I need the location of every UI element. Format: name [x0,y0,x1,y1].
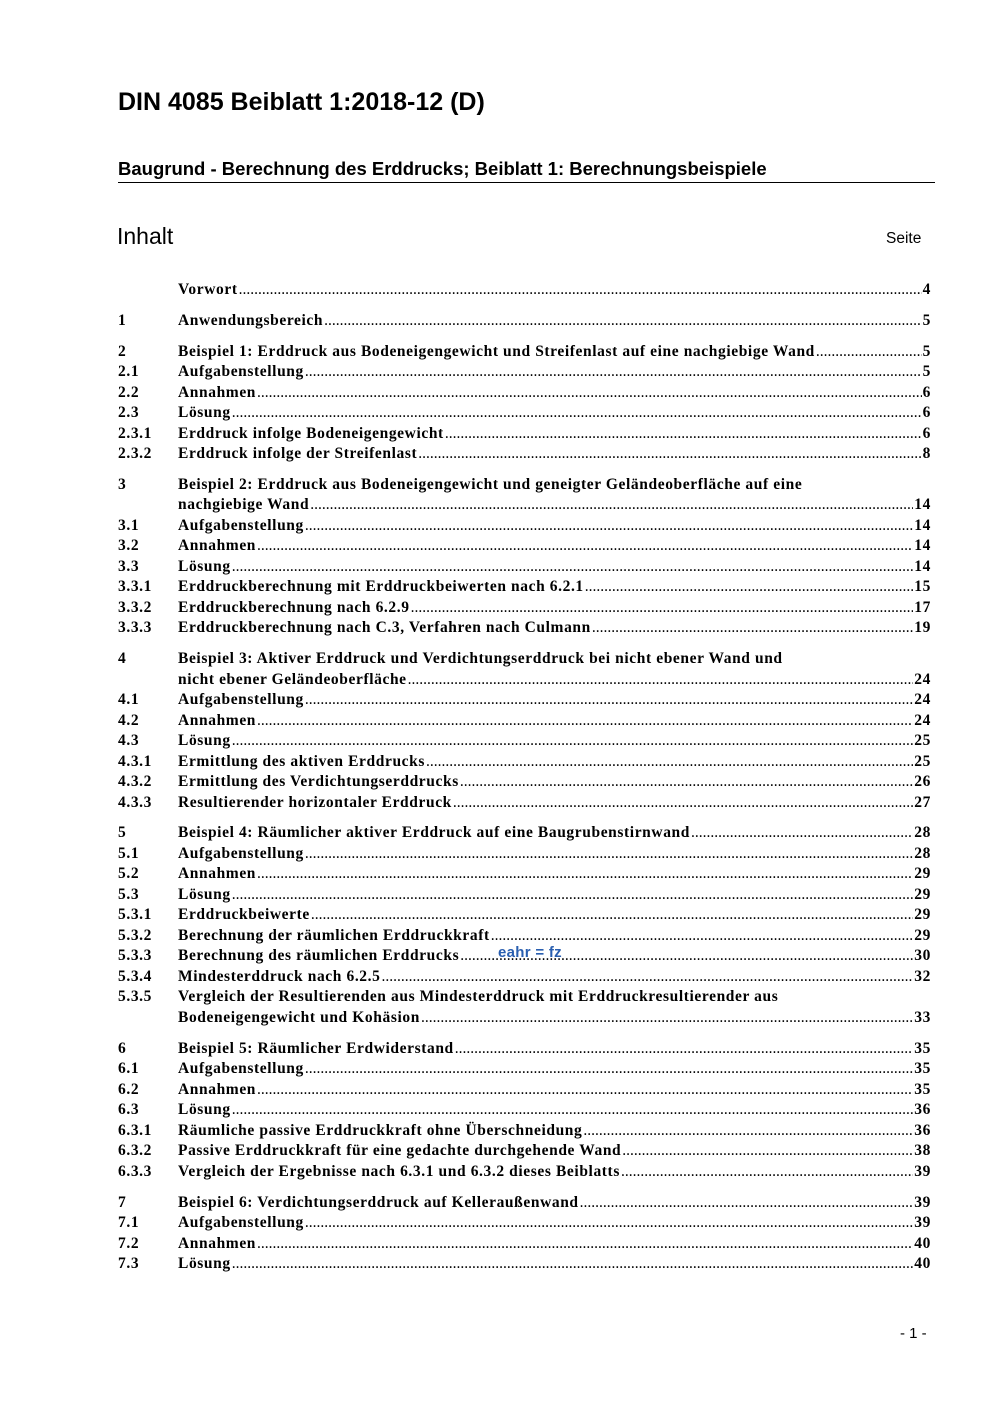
toc-entry-page: 29 [914,885,931,903]
toc-entry[interactable] [118,731,931,752]
toc-entry-title: Lösung [178,404,231,422]
dot-leader [816,342,922,363]
toc-entry-number: 7 [118,1193,127,1211]
dot-leader [426,752,913,773]
toc-entry-page: 36 [914,1101,931,1119]
toc-entry[interactable] [118,362,931,383]
toc-entry-page: 25 [914,752,931,770]
toc-entry-number: 2.1 [118,363,140,381]
toc-entry[interactable] [118,1059,931,1080]
toc-entry-number: 2.3 [118,404,140,422]
toc-entry[interactable] [118,905,931,926]
toc-entry-page: 29 [914,906,931,924]
toc-entry-number: 6.2 [118,1080,140,1098]
toc-entry-title: Vergleich der Resultierenden aus Mindesterddruck mit Erddruckresultierender aus [178,988,779,1006]
toc-entry-number [118,280,178,301]
toc-entry[interactable] [118,1039,931,1060]
dot-leader [310,495,913,516]
dot-leader [232,885,914,906]
toc-entry-number: 4.3 [118,732,140,750]
dot-leader [622,1141,913,1162]
dot-leader [453,793,913,814]
toc-entry-title: Resultierender horizontaler Erddruck [178,793,452,811]
toc-entry-page: 17 [914,598,931,616]
toc-entry-title: Aufgabenstellung [178,363,304,381]
toc-entry-title: Aufgabenstellung [178,1214,304,1232]
dot-leader [257,536,913,557]
dot-leader [583,1121,913,1142]
dot-leader [592,618,913,639]
toc-entry-number: 1 [118,311,127,329]
toc-entry[interactable] [118,823,931,844]
toc-entry-title: Berechnung des räumlichen Erddrucks [178,947,460,965]
toc-entry-number: 4.2 [118,711,140,729]
toc-entry-page: 8 [922,445,931,463]
toc-entry-title: Ermittlung des aktiven Erddrucks [178,752,425,770]
dot-leader [257,711,913,732]
toc-entry-title: Vergleich der Ergebnisse nach 6.3.1 und 6.3.2 dieses Beiblatts [178,1162,620,1180]
toc-entry-title: Beispiel 1: Erddruck aus Bodeneigengewicht und Streifenlast auf eine nachgiebige Wand [178,342,815,360]
toc-entry[interactable] [118,864,931,885]
toc-entry-title: Aufgabenstellung [178,516,304,534]
toc-entry-title: Lösung [178,885,231,903]
toc-entry-title: Aufgabenstellung [178,691,304,709]
toc-entry-number: 7.2 [118,1234,140,1252]
toc-entry-title: Ermittlung des Verdichtungserddrucks [178,773,459,791]
toc-entry-page: 14 [914,537,931,555]
dot-leader [305,690,913,711]
toc-entry[interactable] [118,987,931,1028]
dot-leader [257,864,913,885]
dot-leader [408,670,914,691]
toc-entry-title: Beispiel 3: Aktiver Erddruck und Verdichtungserddruck bei nicht ebener Wand und [178,650,783,668]
toc-entry-page: 39 [914,1162,931,1180]
toc-entry-title: Beispiel 2: Erddruck aus Bodeneigengewicht und geneigter Geländeoberfläche auf eine [178,475,803,493]
dot-leader [257,383,922,404]
toc-entry-page: 6 [922,424,931,442]
toc-entry[interactable] [118,618,931,639]
toc-entry-number: 5.3.3 [118,947,152,965]
toc-entry-number: 5.2 [118,865,140,883]
toc-entry-number: 4.1 [118,691,140,709]
toc-entry[interactable] [118,1141,931,1162]
toc-entry[interactable] [118,557,931,578]
toc-entry[interactable] [118,577,931,598]
toc-entry-page: 33 [914,1008,931,1026]
toc-entry-title: Vorwort [178,281,238,298]
toc-entry-number: 3.3.1 [118,578,152,596]
toc-entry-title: Erddruckbeiwerte [178,906,310,924]
toc-entry-number: 6 [118,1039,127,1057]
toc-entry-page: 40 [914,1255,931,1273]
toc-entry-page: 28 [914,824,931,842]
toc-entry[interactable] [118,1162,931,1183]
toc-entry[interactable] [118,1100,931,1121]
dot-leader [257,1080,913,1101]
toc-entry[interactable] [118,844,931,865]
toc-entry-title: Lösung [178,732,231,750]
toc-entry-title: Aufgabenstellung [178,844,304,862]
dot-leader [232,731,914,752]
toc-entry[interactable] [118,711,931,732]
toc-entry-title-continued: Bodeneigengewicht und Kohäsion [178,1008,420,1026]
toc-entry-title-continued: nachgiebige Wand [178,496,310,514]
toc-entry-title: Erddruckberechnung mit Erddruckbeiwerten nach 6.2.1 [178,578,584,596]
toc-entry-number: 3 [118,475,127,493]
toc-entry-page: 35 [914,1039,931,1057]
toc-entry[interactable] [118,1254,931,1275]
toc-entry[interactable] [118,1234,931,1255]
toc-entry-title: Annahmen [178,1080,257,1098]
toc-entry[interactable] [118,424,931,445]
dot-leader [232,557,914,578]
toc-entry[interactable] [118,967,931,988]
toc-entry-page: 14 [914,516,931,534]
toc-entry-page: 35 [914,1060,931,1078]
toc-entry-number: 6.3.2 [118,1142,152,1160]
toc-entry-title: Annahmen [178,711,257,729]
toc-entry-page: 25 [914,732,931,750]
toc-entry-page: 28 [914,844,931,862]
toc-entry-title: Lösung [178,557,231,575]
toc-entry-page: 6 [922,404,931,422]
toc-entry-page: 36 [914,1121,931,1139]
toc-entry-title: Erddruck infolge Bodeneigengewicht [178,424,444,442]
toc-entry-page: 14 [914,496,931,514]
dot-leader [621,1162,913,1183]
dot-leader [305,516,913,537]
toc-entry-page: 40 [914,1234,931,1252]
dot-leader [691,823,913,844]
dot-leader [305,1213,913,1234]
dot-leader [580,1193,914,1214]
toc-entry-page: 26 [914,773,931,791]
toc-entry-title-continued: nicht ebener Geländeoberfläche [178,670,407,688]
toc-entry-title: Anwendungsbereich [178,311,324,329]
dot-leader [305,362,922,383]
dot-leader [239,280,922,301]
toc-entry-title: Erddruckberechnung nach C.3, Verfahren nach Culmann [178,619,591,637]
toc-entry-number: 5.3.2 [118,926,152,944]
toc-entry-number: 5.3.1 [118,906,152,924]
toc-entry[interactable] [118,885,931,906]
toc-entry[interactable] [118,793,931,814]
document-subtitle: Baugrund - Berechnung des Erddrucks; Beiblatt 1: Berechnungsbeispiele [118,158,767,179]
toc-entry-number: 5.3 [118,885,140,903]
toc-entry-page: 38 [914,1142,931,1160]
toc-entry[interactable] [118,342,931,363]
dot-leader [232,1254,914,1275]
toc-entry-page: 39 [914,1193,931,1211]
toc-entry[interactable] [118,649,931,690]
toc-entry[interactable] [118,690,931,711]
dot-leader [455,1039,914,1060]
toc-entry[interactable] [118,475,931,516]
toc-entry[interactable] [118,444,931,465]
toc-entry-number: 3.3.3 [118,619,152,637]
dot-leader [305,844,913,865]
toc-entry-number: 6.3.3 [118,1162,152,1180]
toc-entry[interactable] [118,383,931,404]
toc-entry-title: Beispiel 5: Räumlicher Erdwiderstand [178,1039,454,1057]
toc-entry-title: Berechnung der räumlichen Erddruckkraft [178,926,490,944]
toc-entry-page: 39 [914,1214,931,1232]
toc-entry-page: 24 [914,711,931,729]
toc-entry-number: 2.3.2 [118,445,152,463]
toc-entry[interactable] [118,280,931,301]
toc-entry-page: 5 [922,363,931,381]
dot-leader [381,967,913,988]
toc-entry[interactable] [118,1121,931,1142]
title-divider [118,182,935,183]
toc-entry-number: 6.3.1 [118,1121,152,1139]
toc-entry-page: 5 [922,342,931,360]
toc-entry[interactable] [118,598,931,619]
toc-entry-number: 4.3.2 [118,773,152,791]
toc-entry-number: 3.1 [118,516,140,534]
dot-leader [421,1008,913,1029]
toc-entry[interactable] [118,516,931,537]
toc-entry-number: 3.3.2 [118,598,152,616]
toc-entry-page: 30 [914,947,931,965]
dot-leader [232,403,922,424]
dot-leader [311,905,913,926]
toc-entry-page: 24 [914,670,931,688]
dot-leader [232,1100,914,1121]
toc-entry-number: 2.2 [118,383,140,401]
toc-entry-number: 5.3.5 [118,988,152,1006]
toc-entry-title: Beispiel 6: Verdichtungserddruck auf Kelleraußenwand [178,1193,579,1211]
dot-leader [418,444,921,465]
toc-entry-title: Erddruckberechnung nach 6.2.9 [178,598,410,616]
toc-entry[interactable] [118,752,931,773]
toc-entry-number: 6.1 [118,1060,140,1078]
dot-leader [411,598,914,619]
dot-leader [445,424,922,445]
toc-entry-title: Annahmen [178,383,257,401]
document-title: DIN 4085 Beiblatt 1:2018-12 (D) [118,88,485,116]
dot-leader [585,577,914,598]
toc-entry-title: Erddruck infolge der Streifenlast [178,445,418,463]
toc-entry[interactable] [118,311,931,332]
overlay-formula-text: eahr = fz [498,944,562,961]
toc-entry-number: 4 [118,650,127,668]
toc-entry-title: Lösung [178,1255,231,1273]
table-of-contents [118,280,931,1275]
toc-entry-number: 4.3.3 [118,793,152,811]
toc-entry-page: 32 [914,967,931,985]
toc-entry-title: Aufgabenstellung [178,1060,304,1078]
toc-entry-number: 5 [118,824,127,842]
toc-entry-number: 5.3.4 [118,967,152,985]
toc-heading: Inhalt [117,223,174,249]
toc-entry-number: 2 [118,342,127,360]
toc-entry-page: 4 [922,281,931,298]
dot-leader [257,1234,913,1255]
toc-entry-page: 35 [914,1080,931,1098]
toc-entry[interactable] [118,536,931,557]
toc-entry-number: 7.1 [118,1214,140,1232]
toc-entry[interactable] [118,1213,931,1234]
toc-entry-title: Annahmen [178,865,257,883]
toc-entry-title: Passive Erddruckkraft für eine gedachte durchgehende Wand [178,1142,622,1160]
page-number-footer: - 1 - [900,1325,927,1342]
toc-entry-number: 6.3 [118,1101,140,1119]
toc-entry-title: Lösung [178,1101,231,1119]
toc-entry[interactable] [118,1193,931,1214]
toc-entry-page: 29 [914,926,931,944]
dot-leader [324,311,922,332]
toc-entry-page: 19 [914,619,931,637]
toc-entry[interactable] [118,1080,931,1101]
toc-entry-page: 6 [922,383,931,401]
toc-entry-number: 7.3 [118,1255,140,1273]
toc-entry-number: 3.3 [118,557,140,575]
toc-entry[interactable] [118,403,931,424]
toc-entry-page: 14 [914,557,931,575]
toc-entry-number: 4.3.1 [118,752,152,770]
toc-entry-number: 5.1 [118,844,140,862]
toc-entry-page: 27 [914,793,931,811]
toc-entry-page: 5 [922,311,931,329]
toc-entry-page: 29 [914,865,931,883]
page-column-label: Seite [886,230,922,247]
toc-entry-number: 3.2 [118,537,140,555]
dot-leader [460,772,913,793]
dot-leader [305,1059,913,1080]
toc-entry-title: Beispiel 4: Räumlicher aktiver Erddruck auf eine Baugrubenstirnwand [178,824,690,842]
toc-entry-title: Annahmen [178,1234,257,1252]
toc-entry-title: Räumliche passive Erddruckkraft ohne Überschneidung [178,1121,583,1139]
toc-entry-number: 2.3.1 [118,424,152,442]
toc-entry[interactable] [118,772,931,793]
toc-entry-page: 15 [914,578,931,596]
toc-entry-title: Annahmen [178,537,257,555]
toc-entry-page: 24 [914,691,931,709]
toc-entry-title: Mindesterddruck nach 6.2.5 [178,967,381,985]
